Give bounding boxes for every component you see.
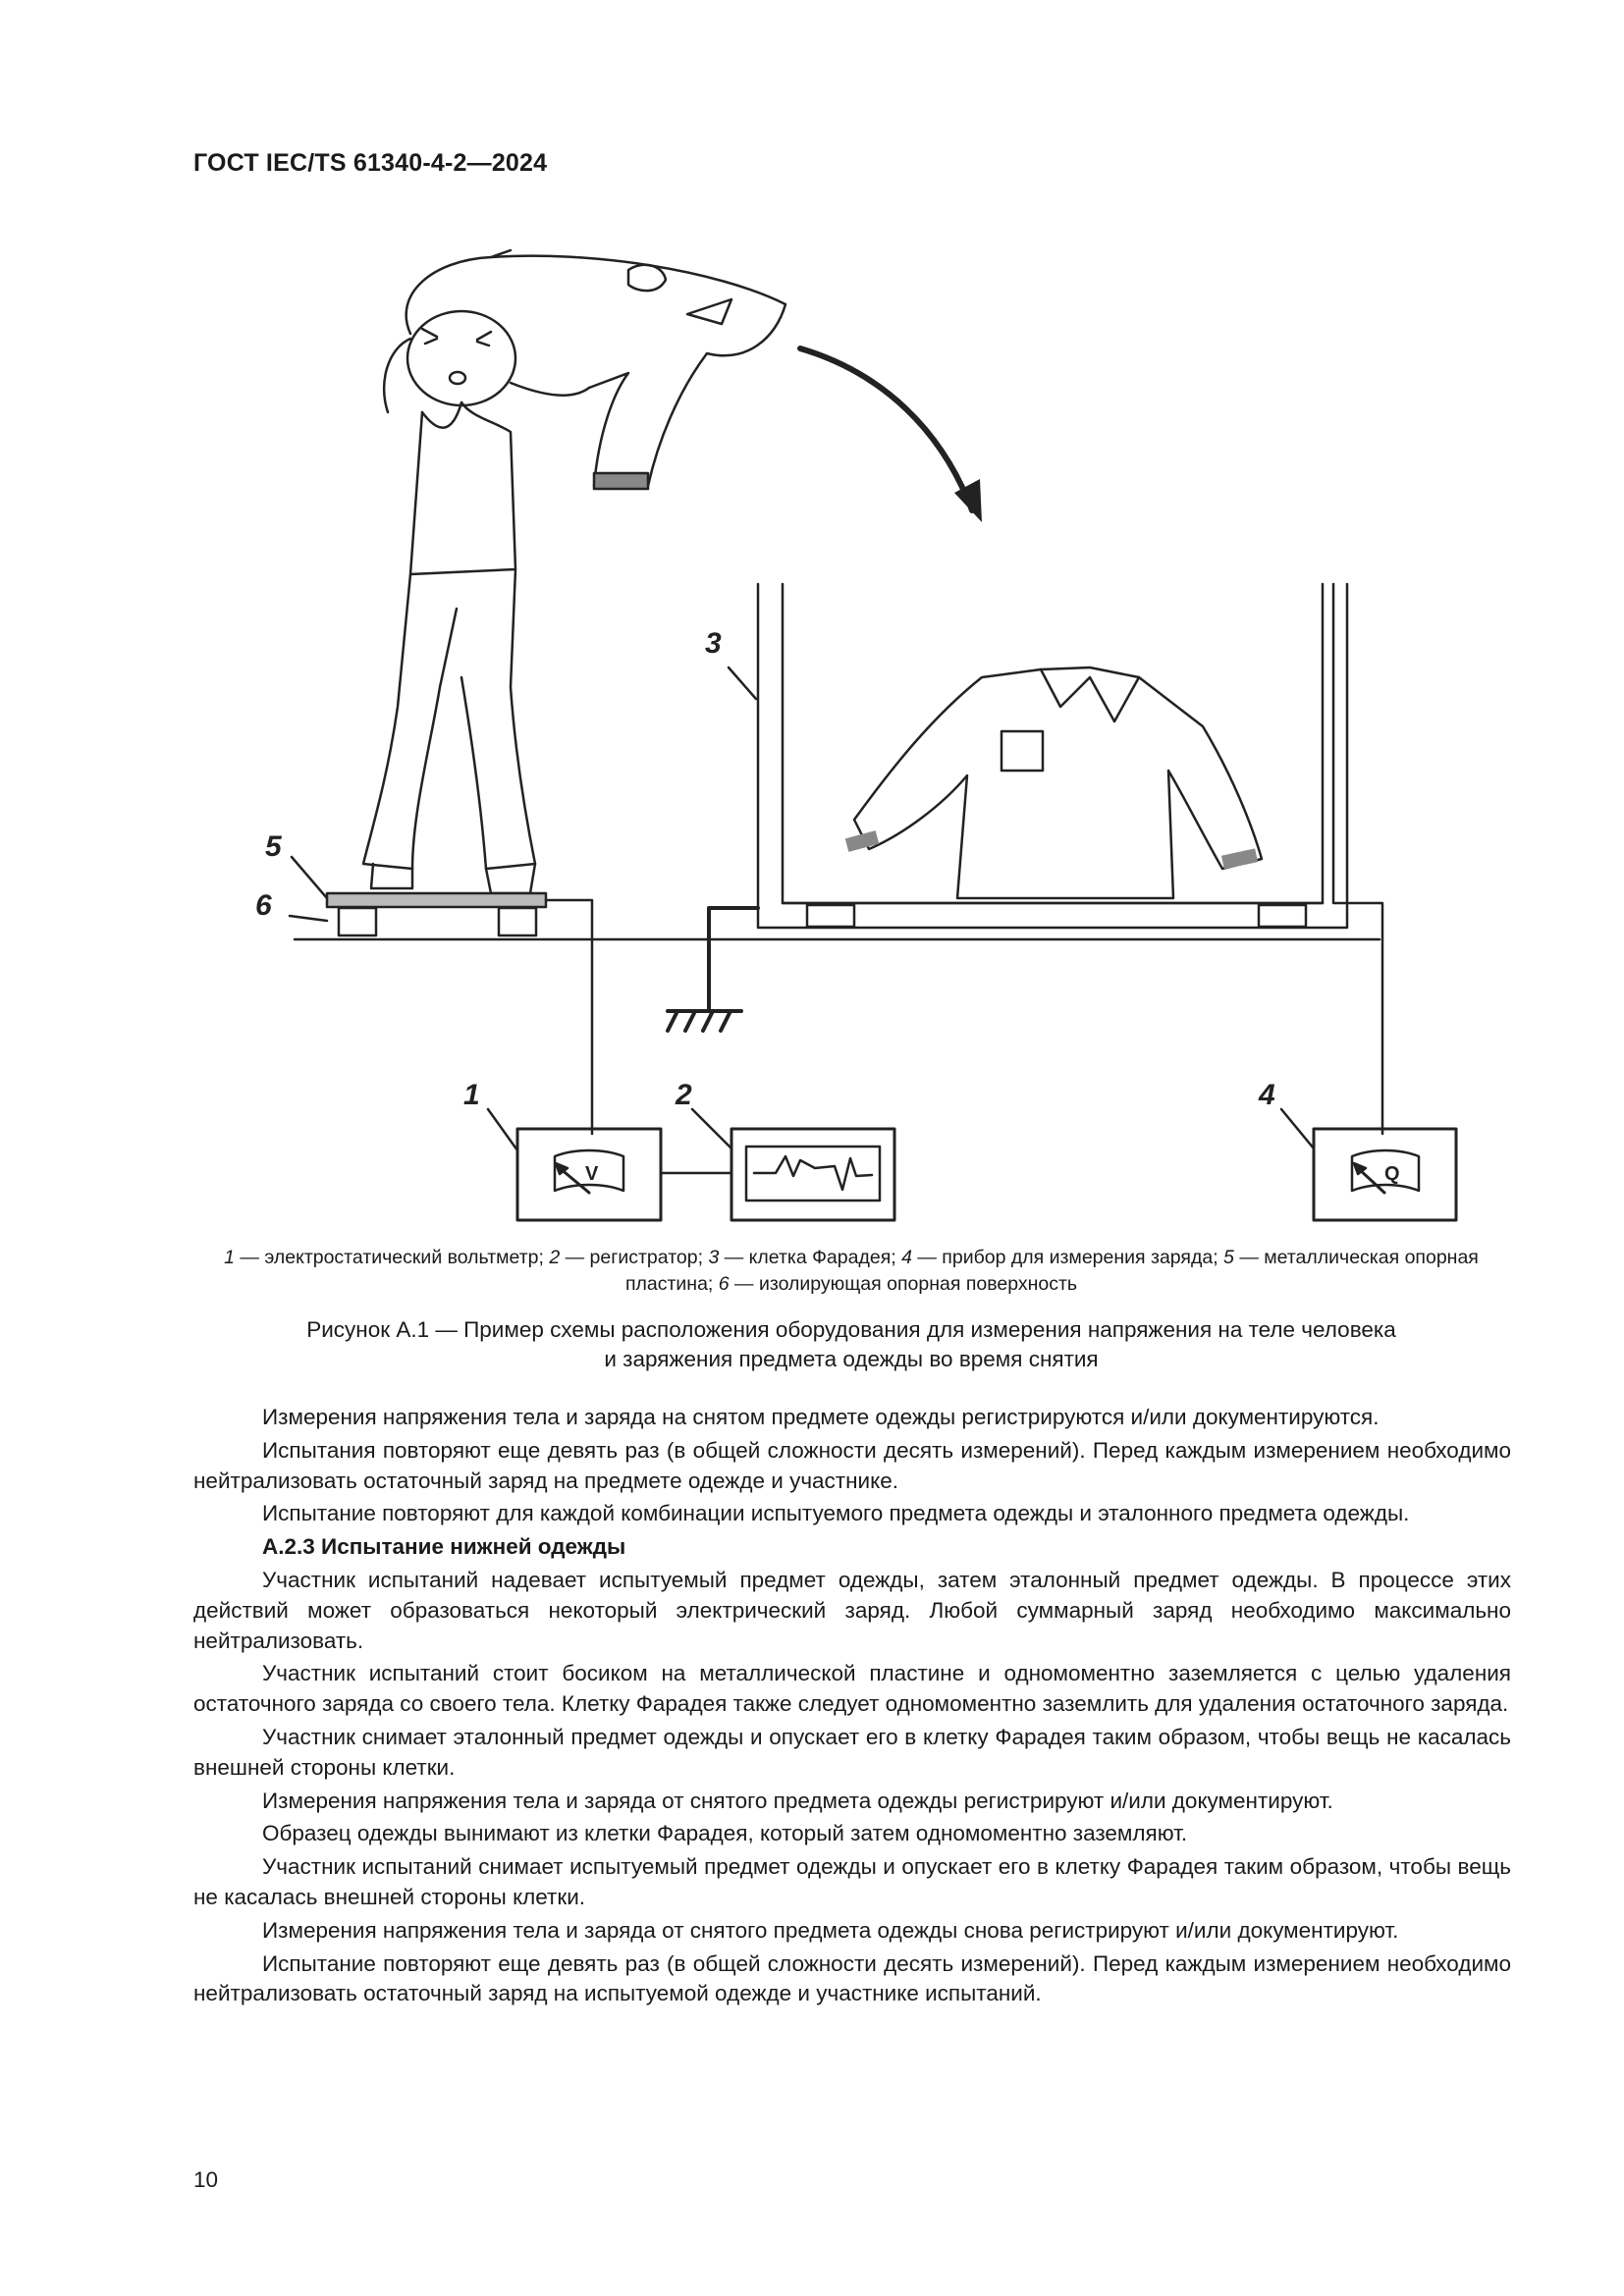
figure-legend [193,1245,1509,1298]
paragraph: Образец одежды вынимают из клетки Фарадея, который затем одномоментно заземляют. [262,1821,1188,1846]
person-sketch [363,250,785,893]
callout-1: 1 [463,1079,480,1111]
section-heading: А.2.3 Испытание нижней одежды [262,1534,626,1560]
legend-num: 6 [718,1273,730,1295]
page-number: 10 [193,2167,219,2192]
callout-3: 3 [705,627,722,660]
paragraph: Испытание повторяют еще девять раз (в общей сложности десять измерений). Перед каждым измерением необходимо нейтрализовать остаточный заряд на испытуемой одежде и участнике испытаний. [193,1950,1511,2006]
metal-plate [327,893,546,907]
paragraph: Участник испытаний снимает испытуемый предмет одежды и опускает его в клетку Фарадея таким образом, чтобы вещь не касалась внешней стороны клетки. [193,1854,1511,1909]
paragraph: Участник испытаний стоит босиком на металлической пластине и одномоментно заземляется с целью удаления остаточного заряда со своего тела. Клетку Фарадея также следует одномоментно заземлить для удаления остаточного заряда. [193,1661,1511,1717]
callout-2: 2 [676,1079,692,1111]
ground-symbol [668,908,758,1031]
faraday-cage [758,584,1380,928]
paragraph: Измерения напряжения тела и заряда от снятого предмета одежды регистрируют и/или документируют. [262,1788,1333,1813]
legend-text: — регистратор; [560,1247,709,1268]
recorder-box [731,1129,894,1220]
figure-title-line1: Рисунок А.1 — Пример схемы расположения оборудования для измерения напряжения на теле человека [306,1317,1396,1342]
legend-num: 3 [708,1247,720,1268]
paragraph: Измерения напряжения тела и заряда на снятом предмете одежды регистрируются и/или документируются. [262,1405,1380,1429]
figure-title [193,1315,1509,1374]
legend-text: — металлическая опорная пластина; [624,1247,1479,1295]
legend-num: 2 [549,1247,561,1268]
charge-meter-wire [1380,903,1382,1134]
legend-text: — клетка Фарадея; [719,1247,902,1268]
legend-text: — электростатический вольтметр; [234,1247,550,1268]
transfer-arrow [800,348,972,510]
callout-4: 4 [1259,1079,1275,1111]
charge-meter-symbol: Q [1384,1163,1400,1185]
body-text [193,1403,1511,2012]
legend-num: 5 [1223,1247,1234,1268]
document-header: ГОСТ IEC/TS 61340-4-2—2024 [193,149,548,177]
legend-text: — прибор для измерения заряда; [911,1247,1224,1268]
shirt-sketch [845,667,1262,898]
legend-num: 1 [224,1247,235,1268]
paragraph: Испытание повторяют для каждой комбинации испытуемого предмета одежды и эталонного предмета одежды. [262,1501,1410,1526]
callout-5: 5 [265,830,282,863]
callout-6: 6 [255,889,272,922]
legend-num: 4 [901,1247,912,1268]
paragraph: Участник испытаний надевает испытуемый предмет одежды, затем эталонный предмет одежды. В процессе этих действий может образоваться некоторый электрический заряд. Любой суммарный заряд необходимо максимально нейтрализовать. [193,1567,1511,1653]
paragraph: Измерения напряжения тела и заряда от снятого предмета одежды снова регистрируют и/или документируют. [262,1917,1399,1943]
paragraph: Участник снимает эталонный предмет одежды и опускает его в клетку Фарадея таким образом, чтобы вещь не касалась внешней стороны клетки. [193,1724,1511,1780]
paragraph: Испытания повторяют еще девять раз (в общей сложности десять измерений). Перед каждым измерением необходимо нейтрализовать остаточный заряд на предмете одежде и участнике. [193,1437,1511,1493]
voltmeter-wire [546,900,592,1134]
voltmeter-symbol: V [585,1163,599,1185]
legend-text: — изолирующая опорная поверхность [729,1273,1078,1295]
figure-title-line2: и заряжения предмета одежды во время снятия [604,1347,1099,1371]
